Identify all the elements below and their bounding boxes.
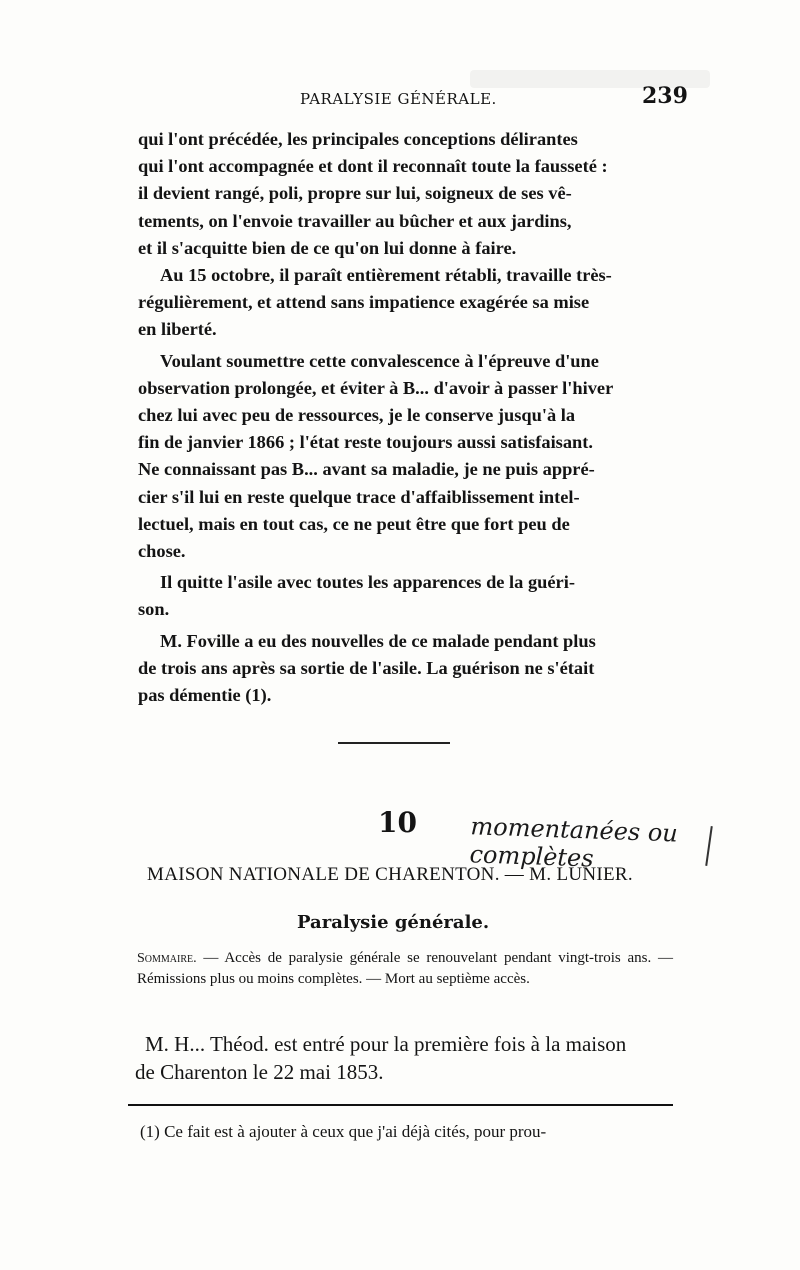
page-number: 239 (642, 83, 688, 109)
case-number: 10 (378, 806, 417, 839)
line: chez lui avec peu de ressources, je le conserve jusqu'à la (138, 405, 576, 426)
line: chose. (138, 541, 186, 562)
paragraph-3 (138, 348, 676, 566)
line: M. Foville a eu des nouvelles de ce malade pendant plus (160, 630, 596, 651)
line: pas démentie (1). (138, 685, 272, 706)
section-divider (338, 742, 450, 744)
line: Il quitte l'asile avec toutes les apparences de la guéri- (160, 572, 575, 593)
case-line: de Charenton le 22 mai 1853. (135, 1060, 384, 1084)
paragraph-1 (138, 126, 676, 262)
line: il devient rangé, poli, propre sur lui, soigneux de ses vê- (138, 183, 572, 204)
line: en liberté. (138, 319, 217, 340)
paragraph-5 (138, 628, 676, 710)
line: Au 15 octobre, il paraît entièrement rétabli, travaille très- (160, 265, 612, 286)
handwritten-annotation: momentanées ou complètes (469, 812, 679, 873)
diagnosis-heading: Paralysie générale. (297, 912, 490, 933)
case-line: M. H... Théod. est entré pour la première fois à la maison (145, 1032, 627, 1056)
line: observation prolongée, et éviter à B... d'avoir à passer l'hiver (138, 377, 614, 398)
case-opening (135, 1030, 675, 1086)
line: tements, on l'envoie travailler au bûcher et aux jardins, (138, 210, 572, 231)
line: et il s'acquitte bien de ce qu'on lui donne à faire. (138, 237, 517, 258)
body-paragraphs (138, 126, 676, 709)
summary-text: — Accès de paralysie générale se renouvelant pendant vingt-trois ans. — Rémissions plus ou moins complètes. — Mort au septième accès. (137, 950, 673, 987)
summary-label: Sommaire. (137, 951, 197, 966)
line: de trois ans après sa sortie de l'asile. La guérison ne s'était (138, 657, 595, 678)
line: fin de janvier 1866 ; l'état reste toujours aussi satisfaisant. (138, 432, 593, 453)
case-summary (137, 948, 673, 989)
line: Ne connaissant pas B... avant sa maladie, je ne puis appré- (138, 459, 595, 480)
line: régulièrement, et attend sans impatience exagérée sa mise (138, 292, 590, 313)
paragraph-4 (138, 569, 676, 623)
line: qui l'ont accompagnée et dont il reconnaît toute la fausseté : (138, 156, 608, 177)
footnote-rule (128, 1104, 673, 1106)
line: lectuel, mais en tout cas, ce ne peut être que fort peu de (138, 513, 570, 534)
line: cier s'il lui en reste quelque trace d'affaiblissement intel- (138, 486, 580, 507)
institution-heading: MAISON NATIONALE DE CHARENTON. — M. LUNIER. (147, 864, 633, 885)
running-head: PARALYSIE GÉNÉRALE. (300, 90, 497, 108)
line: son. (138, 599, 170, 620)
paragraph-2 (138, 262, 676, 344)
footnote: (1) Ce fait est à ajouter à ceux que j'ai déjà cités, pour prou- (140, 1122, 547, 1141)
line: Voulant soumettre cette convalescence à l'épreuve d'une (160, 350, 599, 371)
line: qui l'ont précédée, les principales conceptions délirantes (138, 129, 578, 149)
